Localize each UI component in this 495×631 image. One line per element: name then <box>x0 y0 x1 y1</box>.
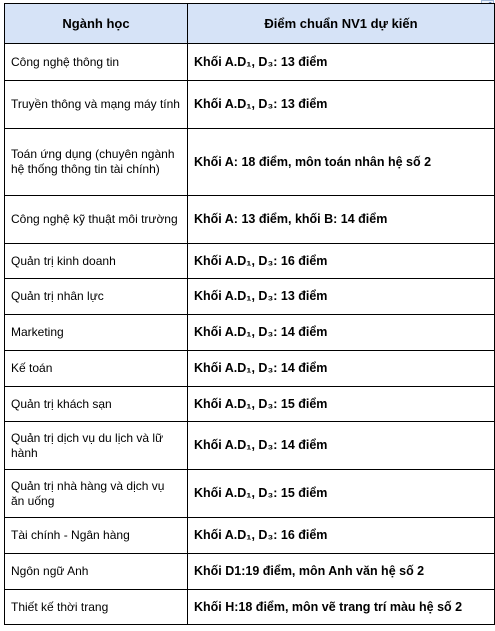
score-cell: Khối A.D₁, D₃: 15 điểm <box>188 470 495 518</box>
score-cell: Khối A: 13 điểm, khối B: 14 điểm <box>188 196 495 244</box>
header-major: Ngành học <box>5 4 188 44</box>
table-row <box>5 387 495 422</box>
score-cell: Khối A.D₁, D₃: 15 điểm <box>188 387 495 422</box>
admission-scores-table <box>4 3 495 625</box>
header-score: Điểm chuẩn NV1 dự kiến <box>188 4 495 44</box>
table-row <box>5 554 495 590</box>
major-cell: Ngôn ngữ Anh <box>5 554 188 590</box>
table-row <box>5 470 495 518</box>
major-cell: Công nghệ kỹ thuật môi trường <box>5 196 188 244</box>
score-cell: Khối A.D₁, D₃: 13 điểm <box>188 279 495 315</box>
major-cell: Quản trị dịch vụ du lịch và lữ hành <box>5 422 188 470</box>
score-cell: Khối A: 18 điểm, môn toán nhân hệ số 2 <box>188 129 495 196</box>
table-row <box>5 196 495 244</box>
table-row <box>5 518 495 554</box>
table-row <box>5 81 495 129</box>
major-cell: Truyền thông và mạng máy tính <box>5 81 188 129</box>
table-row <box>5 590 495 625</box>
admission-table-container <box>4 3 495 625</box>
major-cell: Marketing <box>5 315 188 351</box>
table-row <box>5 44 495 81</box>
major-cell: Quản trị nhân lực <box>5 279 188 315</box>
score-cell: Khối A.D₁, D₃: 14 điểm <box>188 351 495 387</box>
major-cell: Công nghệ thông tin <box>5 44 188 81</box>
table-header-row <box>5 4 495 44</box>
score-cell: Khối A.D₁, D₃: 13 điểm <box>188 81 495 129</box>
table-row <box>5 315 495 351</box>
table-row <box>5 129 495 196</box>
major-cell: Quản trị khách sạn <box>5 387 188 422</box>
table-row <box>5 422 495 470</box>
table-row <box>5 244 495 279</box>
major-cell: Thiết kế thời trang <box>5 590 188 625</box>
score-cell: Khối A.D₁, D₃: 16 điểm <box>188 244 495 279</box>
score-cell: Khối A.D₁, D₃: 14 điểm <box>188 422 495 470</box>
major-cell: Toán ứng dụng (chuyên ngành hệ thống thông tin tài chính) <box>5 129 188 196</box>
score-cell: Khối A.D₁, D₃: 16 điểm <box>188 518 495 554</box>
score-cell: Khối D1:19 điểm, môn Anh văn hệ số 2 <box>188 554 495 590</box>
score-cell: Khối A.D₁, D₃: 14 điểm <box>188 315 495 351</box>
major-cell: Quản trị kinh doanh <box>5 244 188 279</box>
table-row <box>5 279 495 315</box>
score-cell: Khối A.D₁, D₃: 13 điểm <box>188 44 495 81</box>
major-cell: Tài chính - Ngân hàng <box>5 518 188 554</box>
score-cell: Khối H:18 điểm, môn vẽ trang trí màu hệ số 2 <box>188 590 495 625</box>
major-cell: Kế toán <box>5 351 188 387</box>
major-cell: Quản trị nhà hàng và dịch vụ ăn uống <box>5 470 188 518</box>
table-row <box>5 351 495 387</box>
